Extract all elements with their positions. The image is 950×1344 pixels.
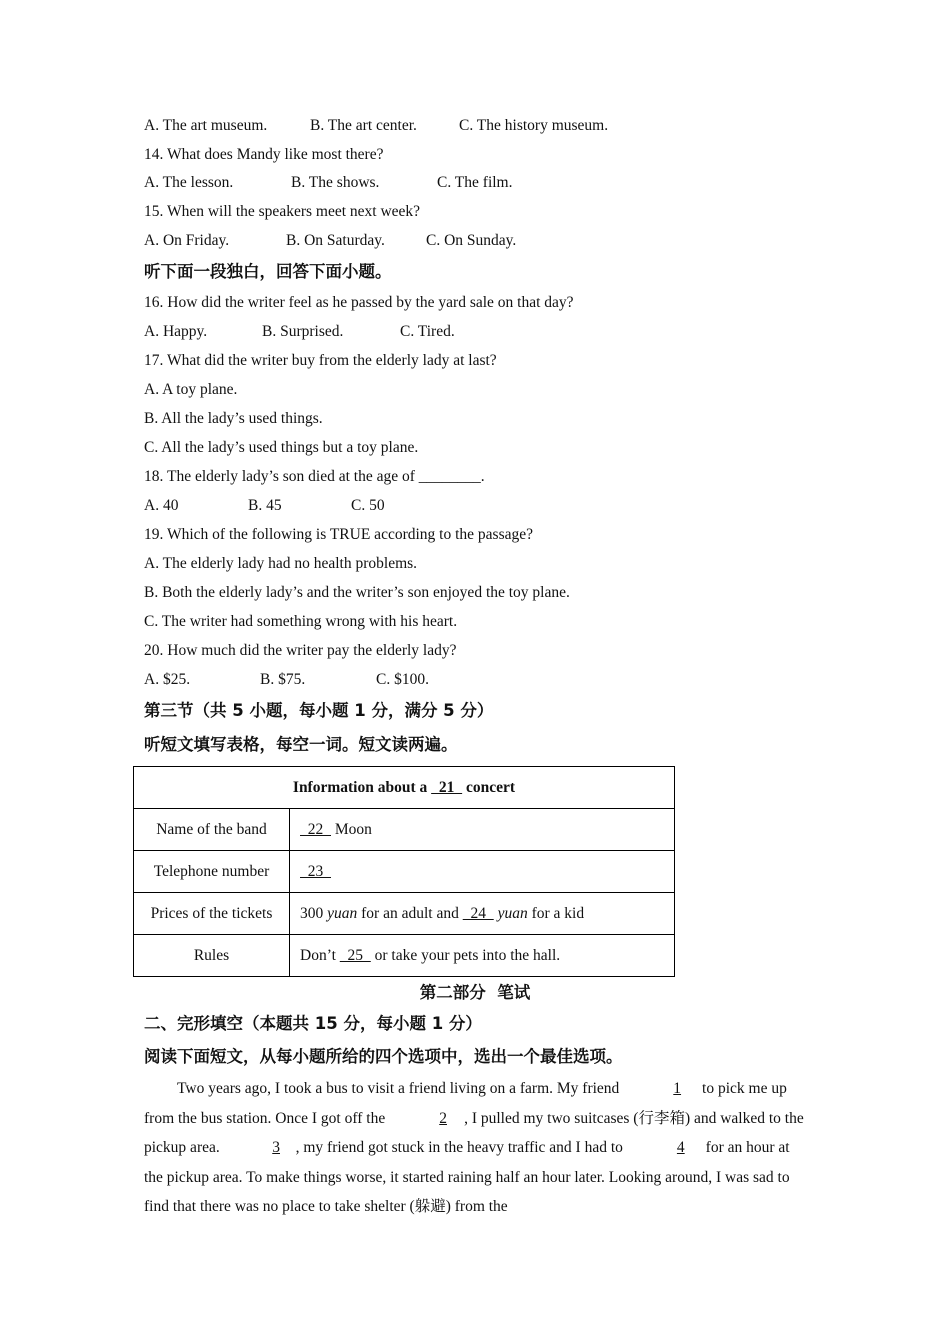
blank-1: 1 [673,1080,682,1097]
blank-4: 4 [676,1139,685,1156]
row-value-post: or take your pets into the hall. [370,946,561,964]
blank-3: 3 [272,1139,280,1156]
q13-options [144,116,608,136]
q13-option-b: B. The art center. [310,117,417,134]
q16-option-a: A. Happy. [144,323,208,340]
table-header-row [134,767,675,809]
blank-25: 25 [339,946,371,964]
q13-option-c: C. The history museum. [459,117,609,134]
q15-option-c: C. On Sunday. [426,232,517,249]
blank-21: 21 [431,778,463,796]
q18-options [144,496,385,516]
monologue-instruction: 听下面一段独白，回答下面小题。 [144,262,392,281]
row-label: Telephone number [134,851,290,893]
section3-instruction: 听短文填写表格，每空一词。短文读两遍。 [144,735,458,754]
q18-option-b: B. 45 [248,497,282,514]
q16-option-c: C. Tired. [400,323,455,340]
blank-23: 23 [300,862,331,880]
q16-option-b: B. Surprised. [262,323,344,340]
table-header-cell [134,767,675,809]
passage-text: for an hour at the pickup area. To make things worse, it started raining half an hour later. Looking around, I was sad to find that there was no place to take shelter (躲避) from the [144,1139,790,1215]
row-value-post: for a kid [527,904,585,922]
q15-option-b: B. On Saturday. [286,232,385,249]
q15-option-a: A. On Friday. [144,232,230,249]
row-label: Name of the band [134,809,290,851]
table-header-pre: Information about a [292,778,432,796]
table-header-post: concert [462,778,516,796]
q20-option-c: C. $100. [376,671,429,688]
q14-question: 14. What does Mandy like most there? [144,146,384,163]
row-value [290,893,675,935]
q17-option-b: B. All the lady’s used things. [144,410,323,427]
blank-2: 2 [439,1109,447,1127]
q14-option-b: B. The shows. [291,174,380,191]
cloze-passage [144,1074,806,1222]
q15-question: 15. When will the speakers meet next week? [144,203,421,220]
row-value-mid: for an adult and [357,904,463,922]
q18-option-a: A. 40 [144,497,179,514]
table-row [134,893,675,935]
q14-option-c: C. The film. [437,174,513,191]
yuan-unit: yuan [497,904,528,922]
q18-option-c: C. 50 [351,497,385,514]
q19-option-a: A. The elderly lady had no health problems. [144,555,418,572]
cloze-title: 二、完形填空（本题共 15 分，每小题 1 分） [144,1014,482,1033]
yuan-unit: yuan [327,904,358,922]
q14-options [144,173,513,193]
table-row [134,851,675,893]
row-value [290,809,675,851]
concert-info-table [133,766,675,977]
passage-text: , I pulled my two suitcases (行李箱) and walked to the pickup area. [144,1109,804,1156]
passage-text: to pick me up from the bus station. Once I got off the [144,1080,787,1127]
q18-question: 18. The elderly lady’s son died at the age of ________. [144,468,485,485]
table-row [134,935,675,977]
q19-question: 19. Which of the following is TRUE according to the passage? [144,526,533,543]
row-value-pre: 300 [300,904,328,922]
q16-question: 16. How did the writer feel as he passed by the yard sale on that day? [144,294,574,311]
q20-option-b: B. $75. [260,671,306,688]
q20-options [144,670,429,690]
row-value [290,935,675,977]
q20-question: 20. How much did the writer pay the elderly lady? [144,642,457,659]
q16-options [144,322,455,342]
row-label: Prices of the tickets [134,893,290,935]
passage-text: Two years ago, I took a bus to visit a friend living on a farm. My friend [177,1080,624,1097]
part2-title: 第二部分 笔试 [419,983,531,1002]
q13-option-a: A. The art museum. [144,117,268,134]
cloze-instruction: 阅读下面短文，从每小题所给的四个选项中，选出一个最佳选项。 [144,1047,623,1066]
blank-24: 24 [462,904,494,922]
row-value-text: Moon [331,820,372,838]
row-value [290,851,675,893]
section3-title: 第三节（共 5 小题，每小题 1 分，满分 5 分） [144,701,494,720]
q17-question: 17. What did the writer buy from the elderly lady at last? [144,352,497,369]
row-value-pre: Don’t [300,946,340,964]
q17-option-c: C. All the lady’s used things but a toy plane. [144,439,419,456]
q15-options [144,231,516,251]
blank-22: 22 [300,820,331,838]
q19-option-b: B. Both the elderly lady’s and the writer’s son enjoyed the toy plane. [144,584,570,601]
table-row [134,809,675,851]
q14-option-a: A. The lesson. [144,174,234,191]
row-label: Rules [134,935,290,977]
q17-option-a: A. A toy plane. [144,381,238,398]
q19-option-c: C. The writer had something wrong with his heart. [144,613,458,630]
q20-option-a: A. $25. [144,671,191,688]
passage-text: , my friend got stuck in the heavy traffic and I had to [295,1139,627,1156]
